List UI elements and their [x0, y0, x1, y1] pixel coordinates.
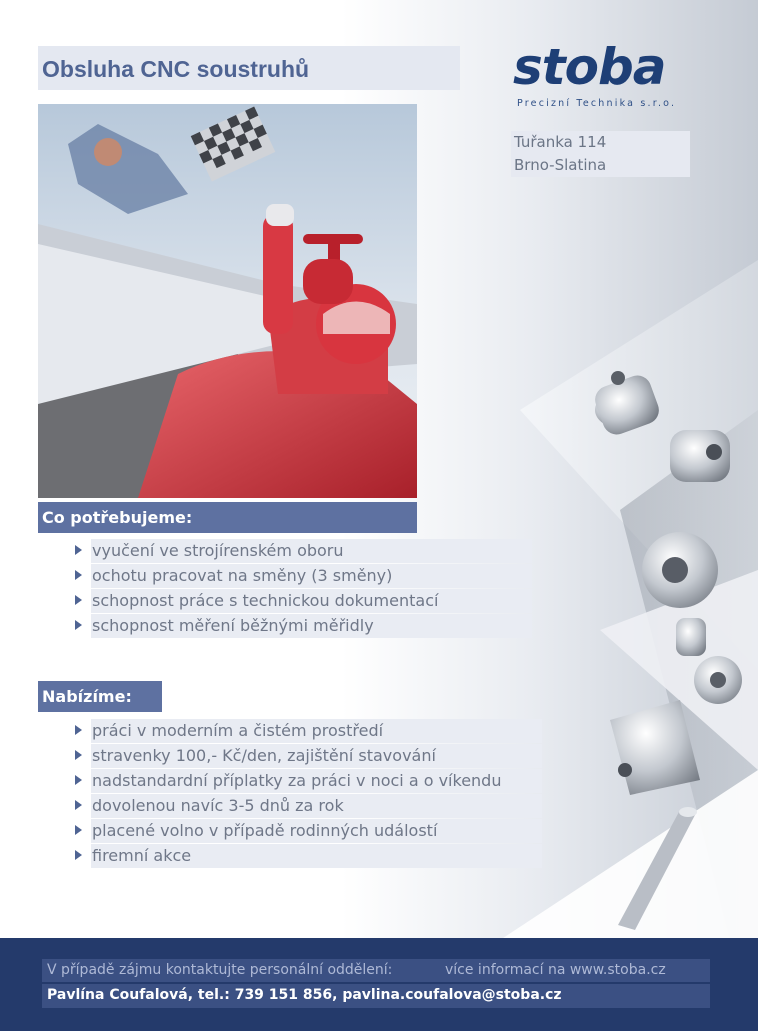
bullet-arrow-icon	[75, 570, 82, 580]
address-block	[511, 131, 690, 177]
racing-driver-photo	[38, 104, 417, 498]
address-street: Tuřanka 114	[514, 133, 607, 151]
logo-wordmark: stoba	[513, 38, 666, 96]
bullet-arrow-icon	[75, 595, 82, 605]
bullet-arrow-icon	[75, 725, 82, 735]
bullet-arrow-icon	[75, 545, 82, 555]
bullet-arrow-icon	[75, 775, 82, 785]
requirements-heading: Co potřebujeme:	[38, 502, 417, 533]
footer-contact-prompt: V případě zájmu kontaktujte personální oddělení:	[47, 962, 393, 978]
footer-website-link[interactable]: více informací na www.stoba.cz	[445, 962, 666, 978]
flyer-page: Obsluha CNC soustruhů stoba Precizní Technika s.r.o. Tuřanka 114 Brno-Slatina Co potřebujeme: vyučení ve strojírenském oboru ochotu pracovat na směny (3 směny) schopnost práce s technickou dokumentací schopnost měření běžnými měřidly Nabízíme: práci v moderním a čistém prostředí stravenky 100,- Kč/den, zajištění stavování nadstandardní příplatky za práci v noci a o víkendu dovolenou navíc 3-5 dnů za rok placené volno v případě rodinných událostí firemní akce V případě zájmu kontaktujte personální oddělení: více informací na www.stoba.cz Pavlína Coufalová, tel.: 739 151 856, pavlina.coufalova@stoba.cz	[0, 0, 758, 1031]
bullet-arrow-icon	[75, 825, 82, 835]
footer-contact-person[interactable]: Pavlína Coufalová, tel.: 739 151 856, pavlina.coufalova@stoba.cz	[47, 987, 562, 1003]
company-logo	[513, 40, 693, 110]
bullet-arrow-icon	[75, 800, 82, 810]
address-city: Brno-Slatina	[514, 156, 607, 174]
page-title: Obsluha CNC soustruhů	[42, 56, 310, 82]
bullet-arrow-icon	[75, 750, 82, 760]
offer-heading: Nabízíme:	[38, 681, 162, 712]
bullet-arrow-icon	[75, 620, 82, 630]
flange-part	[642, 532, 718, 608]
bullet-arrow-icon	[75, 850, 82, 860]
sleeve-part	[670, 430, 730, 482]
logo-subtitle: Precizní Technika s.r.o.	[517, 98, 677, 109]
